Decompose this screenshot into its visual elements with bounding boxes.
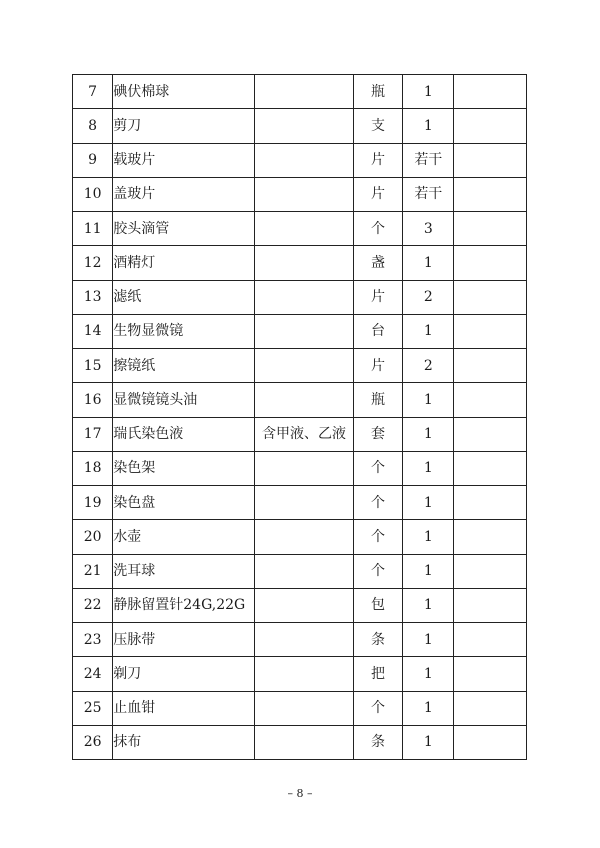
table-row xyxy=(73,623,527,657)
item-unit: 瓶 xyxy=(353,75,402,109)
item-name: 碘伏棉球 xyxy=(113,75,255,109)
item-note xyxy=(255,246,354,280)
item-remarks xyxy=(454,246,527,280)
item-remarks xyxy=(454,588,527,622)
item-note xyxy=(255,588,354,622)
item-quantity: 3 xyxy=(403,212,454,246)
row-number: 19 xyxy=(73,486,113,520)
item-note xyxy=(255,725,354,759)
table-row xyxy=(73,486,527,520)
item-remarks xyxy=(454,623,527,657)
equipment-table xyxy=(72,74,527,760)
item-name: 压脉带 xyxy=(113,623,255,657)
item-remarks xyxy=(454,75,527,109)
item-name: 盖玻片 xyxy=(113,177,255,211)
row-number: 14 xyxy=(73,314,113,348)
item-name: 剪刀 xyxy=(113,109,255,143)
table-row xyxy=(73,280,527,314)
table-row xyxy=(73,554,527,588)
item-unit: 个 xyxy=(353,554,402,588)
item-remarks xyxy=(454,451,527,485)
row-number: 13 xyxy=(73,280,113,314)
item-remarks xyxy=(454,280,527,314)
item-note xyxy=(255,554,354,588)
item-unit: 盏 xyxy=(353,246,402,280)
item-name: 瑞氏染色液 xyxy=(113,417,255,451)
item-note xyxy=(255,349,354,383)
item-note xyxy=(255,486,354,520)
item-note xyxy=(255,657,354,691)
item-quantity: 1 xyxy=(403,417,454,451)
item-note xyxy=(255,75,354,109)
item-name: 剃刀 xyxy=(113,657,255,691)
item-note xyxy=(255,451,354,485)
item-quantity: 若干 xyxy=(403,177,454,211)
item-unit: 条 xyxy=(353,725,402,759)
row-number: 9 xyxy=(73,143,113,177)
table-row xyxy=(73,177,527,211)
item-unit: 把 xyxy=(353,657,402,691)
row-number: 20 xyxy=(73,520,113,554)
row-number: 12 xyxy=(73,246,113,280)
item-note: 含甲液、乙液 xyxy=(255,417,354,451)
table-body xyxy=(73,75,527,760)
item-name: 载玻片 xyxy=(113,143,255,177)
item-name: 生物显微镜 xyxy=(113,314,255,348)
item-name: 染色盘 xyxy=(113,486,255,520)
item-unit: 套 xyxy=(353,417,402,451)
item-name: 洗耳球 xyxy=(113,554,255,588)
item-remarks xyxy=(454,486,527,520)
page-number: – 8 – xyxy=(287,787,313,800)
table-row xyxy=(73,417,527,451)
item-note xyxy=(255,314,354,348)
item-name: 止血钳 xyxy=(113,691,255,725)
item-remarks xyxy=(454,177,527,211)
table-row xyxy=(73,349,527,383)
item-remarks xyxy=(454,520,527,554)
item-name: 水壶 xyxy=(113,520,255,554)
item-unit: 片 xyxy=(353,280,402,314)
item-quantity: 1 xyxy=(403,314,454,348)
item-quantity: 1 xyxy=(403,691,454,725)
table-row xyxy=(73,588,527,622)
item-remarks xyxy=(454,417,527,451)
table-row xyxy=(73,314,527,348)
item-quantity: 1 xyxy=(403,657,454,691)
item-note xyxy=(255,520,354,554)
item-note xyxy=(255,177,354,211)
item-unit: 支 xyxy=(353,109,402,143)
table-row xyxy=(73,212,527,246)
item-name: 抹布 xyxy=(113,725,255,759)
item-unit: 个 xyxy=(353,486,402,520)
row-number: 26 xyxy=(73,725,113,759)
row-number: 11 xyxy=(73,212,113,246)
item-quantity: 1 xyxy=(403,451,454,485)
item-name: 染色架 xyxy=(113,451,255,485)
item-remarks xyxy=(454,109,527,143)
table-row xyxy=(73,109,527,143)
row-number: 7 xyxy=(73,75,113,109)
item-quantity: 1 xyxy=(403,75,454,109)
item-unit: 瓶 xyxy=(353,383,402,417)
row-number: 8 xyxy=(73,109,113,143)
item-unit: 片 xyxy=(353,177,402,211)
item-note xyxy=(255,383,354,417)
item-quantity: 1 xyxy=(403,486,454,520)
item-remarks xyxy=(454,554,527,588)
item-quantity: 1 xyxy=(403,588,454,622)
item-unit: 个 xyxy=(353,212,402,246)
table-row xyxy=(73,143,527,177)
row-number: 21 xyxy=(73,554,113,588)
item-quantity: 2 xyxy=(403,349,454,383)
item-note xyxy=(255,280,354,314)
table-row xyxy=(73,657,527,691)
table-row xyxy=(73,691,527,725)
item-unit: 片 xyxy=(353,349,402,383)
row-number: 18 xyxy=(73,451,113,485)
item-name: 静脉留置针24G,22G xyxy=(113,588,255,622)
row-number: 10 xyxy=(73,177,113,211)
item-remarks xyxy=(454,691,527,725)
row-number: 17 xyxy=(73,417,113,451)
item-unit: 片 xyxy=(353,143,402,177)
item-unit: 个 xyxy=(353,520,402,554)
item-remarks xyxy=(454,657,527,691)
table-row xyxy=(73,246,527,280)
item-name: 擦镜纸 xyxy=(113,349,255,383)
row-number: 22 xyxy=(73,588,113,622)
item-remarks xyxy=(454,314,527,348)
row-number: 16 xyxy=(73,383,113,417)
item-name: 胶头滴管 xyxy=(113,212,255,246)
item-note xyxy=(255,212,354,246)
item-unit: 个 xyxy=(353,691,402,725)
item-unit: 包 xyxy=(353,588,402,622)
item-note xyxy=(255,691,354,725)
table-row xyxy=(73,383,527,417)
table-row xyxy=(73,725,527,759)
item-quantity: 1 xyxy=(403,383,454,417)
row-number: 24 xyxy=(73,657,113,691)
item-quantity: 1 xyxy=(403,246,454,280)
item-unit: 个 xyxy=(353,451,402,485)
row-number: 15 xyxy=(73,349,113,383)
item-unit: 台 xyxy=(353,314,402,348)
item-remarks xyxy=(454,212,527,246)
item-note xyxy=(255,143,354,177)
item-remarks xyxy=(454,349,527,383)
item-unit: 条 xyxy=(353,623,402,657)
item-quantity: 若干 xyxy=(403,143,454,177)
item-remarks xyxy=(454,725,527,759)
item-name: 显微镜镜头油 xyxy=(113,383,255,417)
item-note xyxy=(255,109,354,143)
item-note xyxy=(255,623,354,657)
item-quantity: 1 xyxy=(403,725,454,759)
item-remarks xyxy=(454,383,527,417)
row-number: 25 xyxy=(73,691,113,725)
item-remarks xyxy=(454,143,527,177)
item-quantity: 1 xyxy=(403,109,454,143)
table-row xyxy=(73,520,527,554)
item-quantity: 1 xyxy=(403,554,454,588)
table-row xyxy=(73,451,527,485)
item-quantity: 1 xyxy=(403,520,454,554)
item-quantity: 2 xyxy=(403,280,454,314)
item-name: 酒精灯 xyxy=(113,246,255,280)
item-name: 滤纸 xyxy=(113,280,255,314)
row-number: 23 xyxy=(73,623,113,657)
table-row xyxy=(73,75,527,109)
item-quantity: 1 xyxy=(403,623,454,657)
